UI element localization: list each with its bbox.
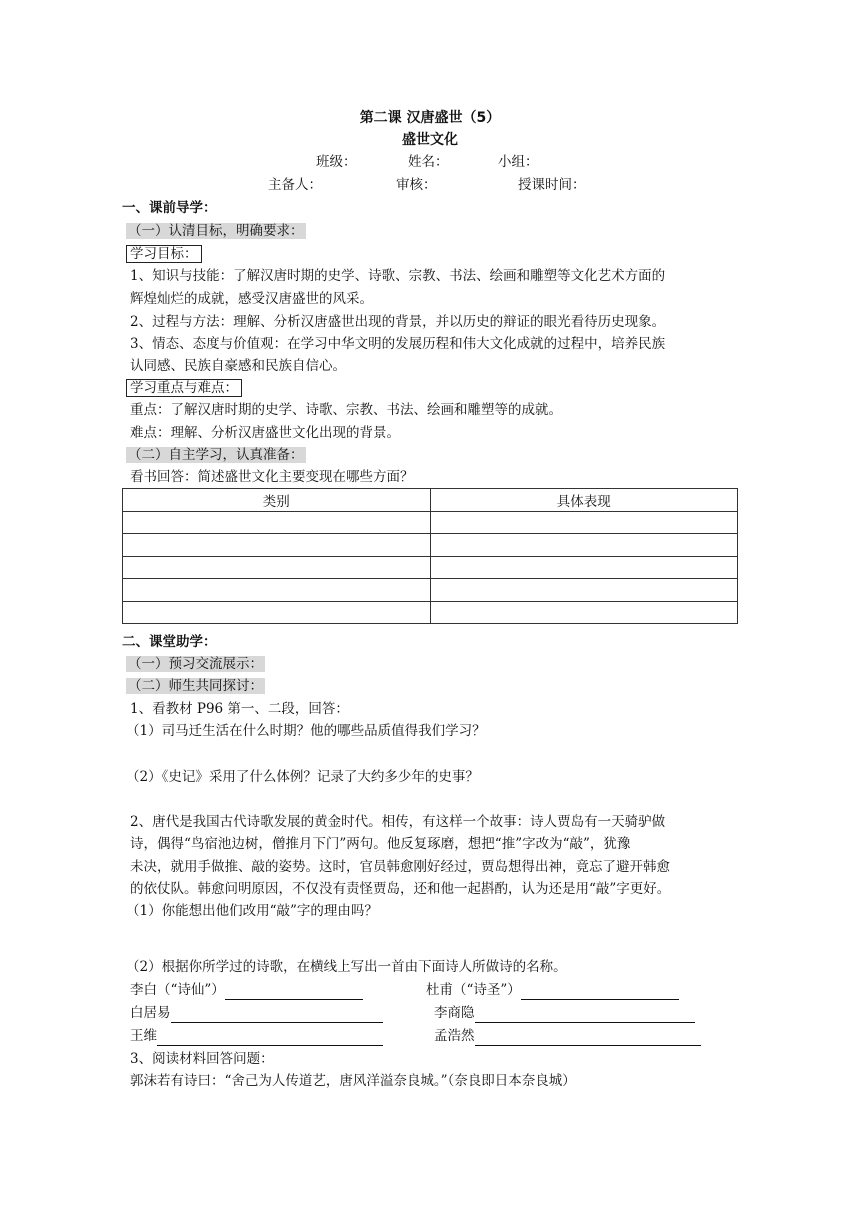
table-cell[interactable] [123,556,431,579]
table-cell[interactable] [123,534,431,557]
group-label: 小组： [498,154,539,170]
table-cell[interactable] [123,579,431,602]
table-header-category: 类别 [123,489,431,512]
question-2-2: （2）根据你所学过的诗歌，在横线上写出一首由下面诗人所做诗的名称。 [126,959,567,975]
poet-li-shangyin-row [434,1003,695,1023]
section-2-heading: 二、课堂助学： [122,634,217,650]
class-label: 班级： [316,154,357,170]
table-row [123,534,738,557]
key-point: 重点：了解汉唐时期的史学、诗歌、宗教、书法、绘画和雕塑等的成就。 [130,402,562,418]
table-row [123,579,738,602]
goal-1-line-2: 辉煌灿烂的成就，感受汉唐盛世的风采。 [130,291,373,307]
poet-meng-haoran-row [434,1026,701,1046]
preparer-label: 主备人： [268,177,322,193]
question-3: 3、阅读材料回答问题： [130,1051,274,1067]
table-cell[interactable] [430,579,738,602]
question-1-1: （1）司马迁生活在什么时期？他的哪些品质值得我们学习？ [126,723,486,739]
goals-label: 学习目标： [126,245,202,263]
poet-du-fu-answer-line[interactable] [521,983,679,1000]
question-2-line-1: 2、唐代是我国古代诗歌发展的黄金时代。相传，有这样一个故事：诗人贾岛有一天骑驴做 [130,814,666,830]
question-2-line-3: 未决，就用手做推、敲的姿势。这时，官员韩愈刚好经过，贾岛想得出神，竟忘了避开韩愈 [130,859,670,875]
poet-li-shangyin-answer-line[interactable] [475,1006,695,1023]
section-1-sub2: （二）自主学习，认真准备： [128,447,304,463]
goal-3-line-2: 认同感、民族自豪感和民族自信心。 [130,358,346,374]
table-row [123,511,738,534]
poet-wang-wei-label: 王维 [130,1028,157,1044]
table-row [123,556,738,579]
table-header-details: 具体表现 [430,489,738,512]
question-2-line-2: 诗，偶得“鸟宿池边树，僧推月下门”两句。他反复琢磨，想把“推”字改为“敲”，犹豫 [130,836,631,852]
table-cell[interactable] [430,511,738,534]
question-1-2: （2）《史记》采用了什么体例？记录了大约多少年的史事？ [126,769,479,785]
poet-bai-juyi-answer-line[interactable] [171,1006,383,1023]
poet-wang-wei-answer-line[interactable] [157,1029,383,1046]
poet-bai-juyi-row [130,1003,383,1023]
page-subtitle: 盛世文化 [402,132,458,148]
poet-du-fu-label: 杜甫（“诗圣”） [426,982,521,998]
table-row [123,601,738,624]
page-title: 第二课 汉唐盛世（5） [359,110,501,126]
key-points-label: 学习重点与难点： [126,379,242,397]
self-study-question: 看书回答：简述盛世文化主要变现在哪些方面？ [130,469,414,485]
table-cell[interactable] [123,601,431,624]
poet-wang-wei-row [130,1026,383,1046]
question-3-text: 郭沫若有诗曰：“舍己为人传道艺，唐风洋溢奈良城。”（奈良即日本奈良城） [130,1073,576,1089]
poet-meng-haoran-label: 孟浩然 [434,1028,475,1044]
poet-li-shangyin-label: 李商隐 [434,1005,475,1021]
section-2-sub2: （二）师生共同探讨： [128,678,263,694]
answer-table [122,488,738,624]
poet-du-fu-row [426,980,679,1000]
poet-bai-juyi-label: 白居易 [130,1005,171,1021]
table-cell[interactable] [430,556,738,579]
poet-li-bai-label: 李白（“诗仙”） [130,982,225,998]
poet-meng-haoran-answer-line[interactable] [475,1029,701,1046]
goal-2: 2、过程与方法：理解、分析汉唐盛世出现的背景，并以历史的辩证的眼光看待历史现象。 [130,314,666,330]
goal-1-line-1: 1、知识与技能：了解汉唐时期的史学、诗歌、宗教、书法、绘画和雕塑等文化艺术方面的 [130,268,666,284]
question-2-line-4: 的依仗队。韩愈问明原因，不仅没有责怪贾岛，还和他一起斟酌，认为还是用“敲”字更好。 [130,881,671,897]
teaching-time-label: 授课时间： [518,177,586,193]
poet-li-bai-row [130,980,363,1000]
section-2-sub1: （一）预习交流展示： [128,656,263,672]
section-1-heading: 一、课前导学： [122,200,217,216]
table-cell[interactable] [430,534,738,557]
name-label: 姓名： [408,154,449,170]
goal-3-line-1: 3、情态、态度与价值观：在学习中华文明的发展历程和伟大文化成就的过程中，培养民族 [130,336,666,352]
table-cell[interactable] [123,511,431,534]
table-cell[interactable] [430,601,738,624]
section-1-sub1: （一）认清目标，明确要求： [128,223,304,239]
question-1: 1、看教材 P96 第一、二段，回答： [130,701,349,717]
reviewer-label: 审核： [396,177,437,193]
question-2-1: （1）你能想出他们改用“敲”字的理由吗？ [126,903,378,919]
table-header-row [123,489,738,512]
difficult-point: 难点：理解、分析汉唐盛世文化出现的背景。 [130,425,400,441]
poet-li-bai-answer-line[interactable] [225,983,363,1000]
